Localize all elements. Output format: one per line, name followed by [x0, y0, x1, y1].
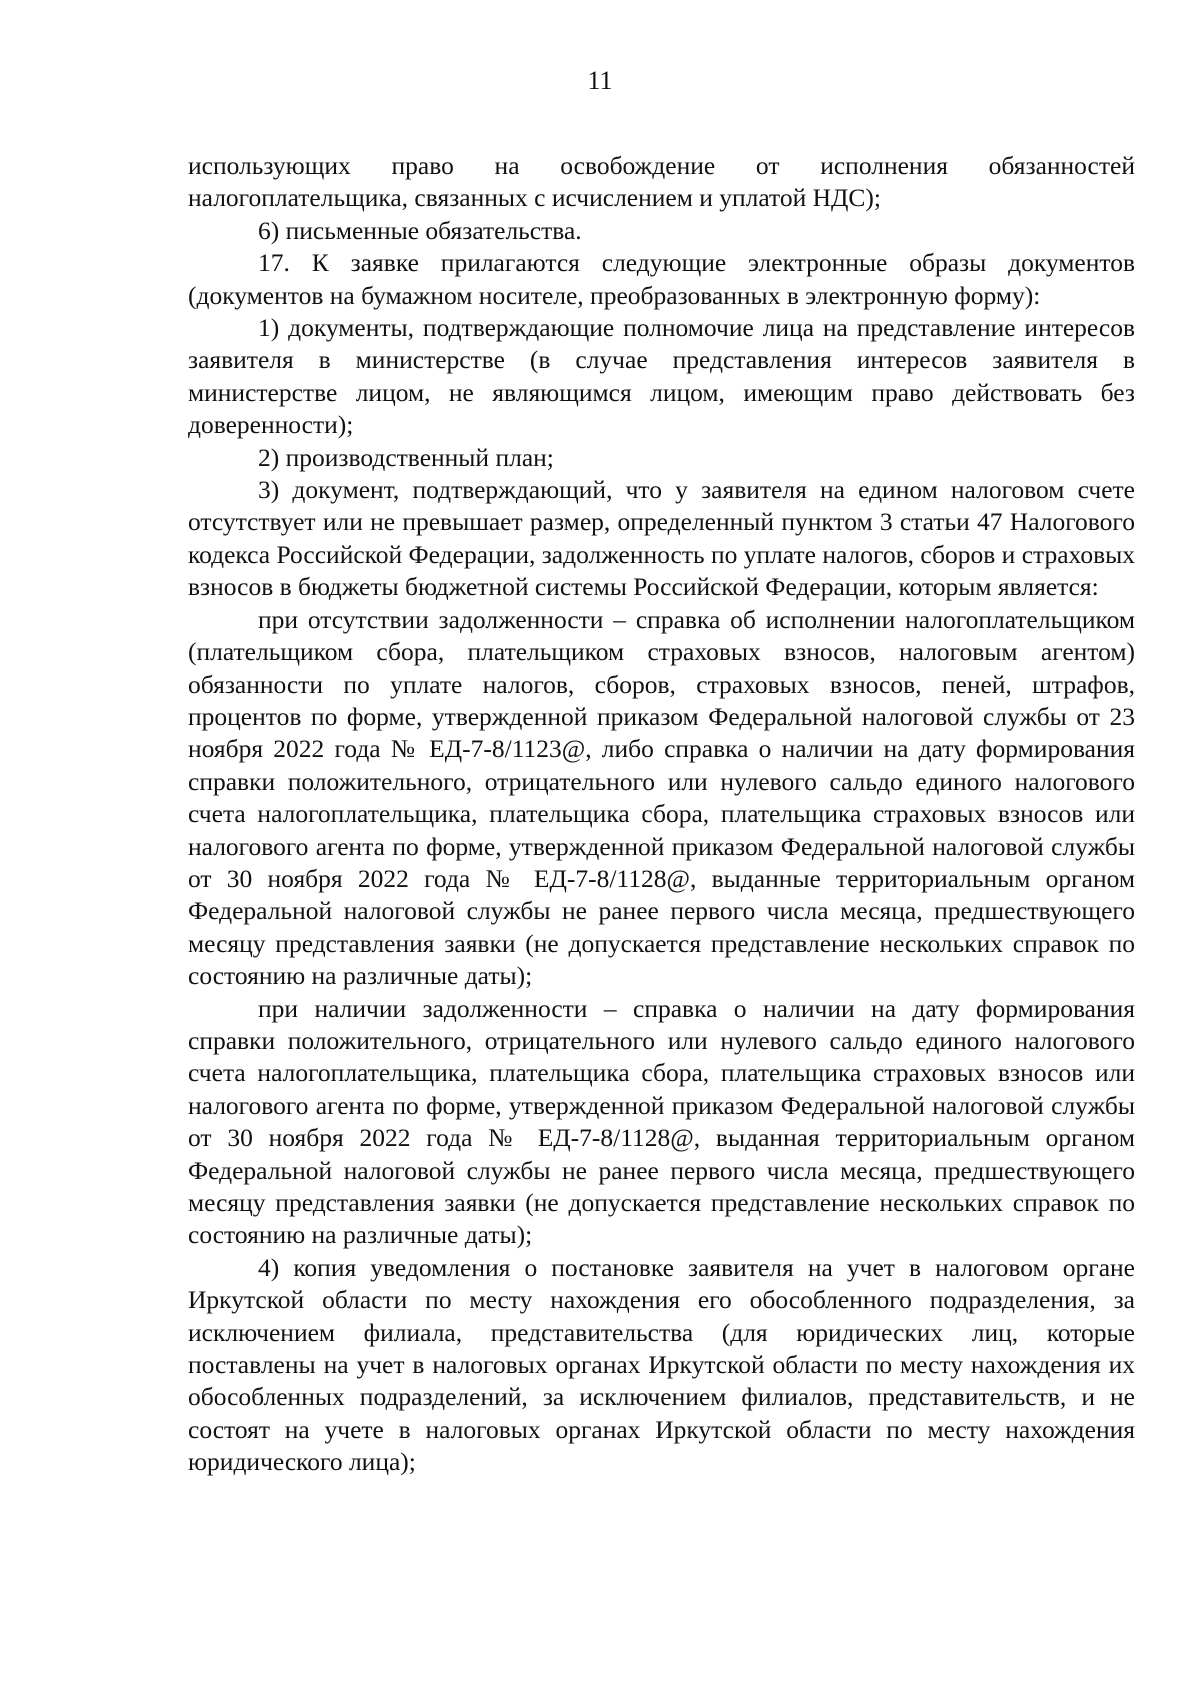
paragraph-item-2: 2) производственный план; [258, 442, 554, 472]
page-number: 11 [587, 66, 613, 95]
paragraph-no-debt: при отсутствии задолженности – справка об исполнении налогоплательщиком (плательщиком сбора, плательщиком страховых взносов, налоговым агентом) обязанности по уплате налогов, сборов, страховых взносов, пеней, штрафов, процентов по форме, утвержденной приказом Федеральной налоговой службы от 23 ноября 2022 года № ЕД-7-8/1123@, либо справка о наличии на дату формирования справки положительного, отрицательного или нулевого сальдо единого налогового счета налогоплательщика, плательщика сбора, плательщика страховых взносов или налогового агента по форме, утвержденной приказом Федеральной налоговой службы от 30 ноября 2022 года № ЕД-7-8/1128@, выданные территориальным органом Федеральной налоговой службы не ранее первого числа месяца, предшествующего месяцу представления заявки (не допускается представление нескольких справок по состоянию на различные даты); [188, 604, 1135, 991]
paragraph-clause-17: 17. К заявке прилагаются следующие электронные образы документов (документов на бумажном носителе, преобразованных в электронную форму): [188, 248, 1135, 310]
paragraph-item-4: 4) копия уведомления о постановке заявителя на учет в налоговом органе Иркутской области по месту нахождения его обособленного подразделения, за исключением филиала, представительства (для юридических лиц, которые поставлены на учет в налоговых органах Иркутской области по месту нахождения их обособленных подразделений, за исключением филиалов, представительств, и не состоят на учете в налоговых органах Иркутской области по месту нахождения юридического лица); [188, 1252, 1135, 1477]
document-body [188, 150, 1135, 1479]
paragraph-with-debt: при наличии задолженности – справка о наличии на дату формирования справки положительного, отрицательного или нулевого сальдо единого налогового счета налогоплательщика, плательщика сбора, плательщика страховых взносов или налогового агента по форме, утвержденной приказом Федеральной налоговой службы от 30 ноября 2022 года № ЕД-7-8/1128@, выданная территориальным органом Федеральной налоговой службы не ранее первого числа месяца, предшествующего месяцу представления заявки (не допускается представление нескольких справок по состоянию на различные даты); [188, 993, 1135, 1250]
paragraph-continuation: использующих право на освобождение от исполнения обязанностей налогоплательщика, связанных с исчислением и уплатой НДС); [188, 151, 1135, 213]
paragraph-item-3: 3) документ, подтверждающий, что у заявителя на едином налоговом счете отсутствует или не превышает размер, определенный пунктом 3 статьи 47 Налогового кодекса Российской Федерации, задолженность по уплате налогов, сборов и страховых взносов в бюджеты бюджетной системы Российской Федерации, которым является: [188, 475, 1135, 602]
paragraph-item-1: 1) документы, подтверждающие полномочие лица на представление интересов заявителя в министерстве (в случае представления интересов заявителя в министерстве лицом, не являющимся лицом, имеющим право действовать без доверенности); [188, 313, 1135, 440]
paragraph-item-6: 6) письменные обязательства. [258, 215, 582, 245]
